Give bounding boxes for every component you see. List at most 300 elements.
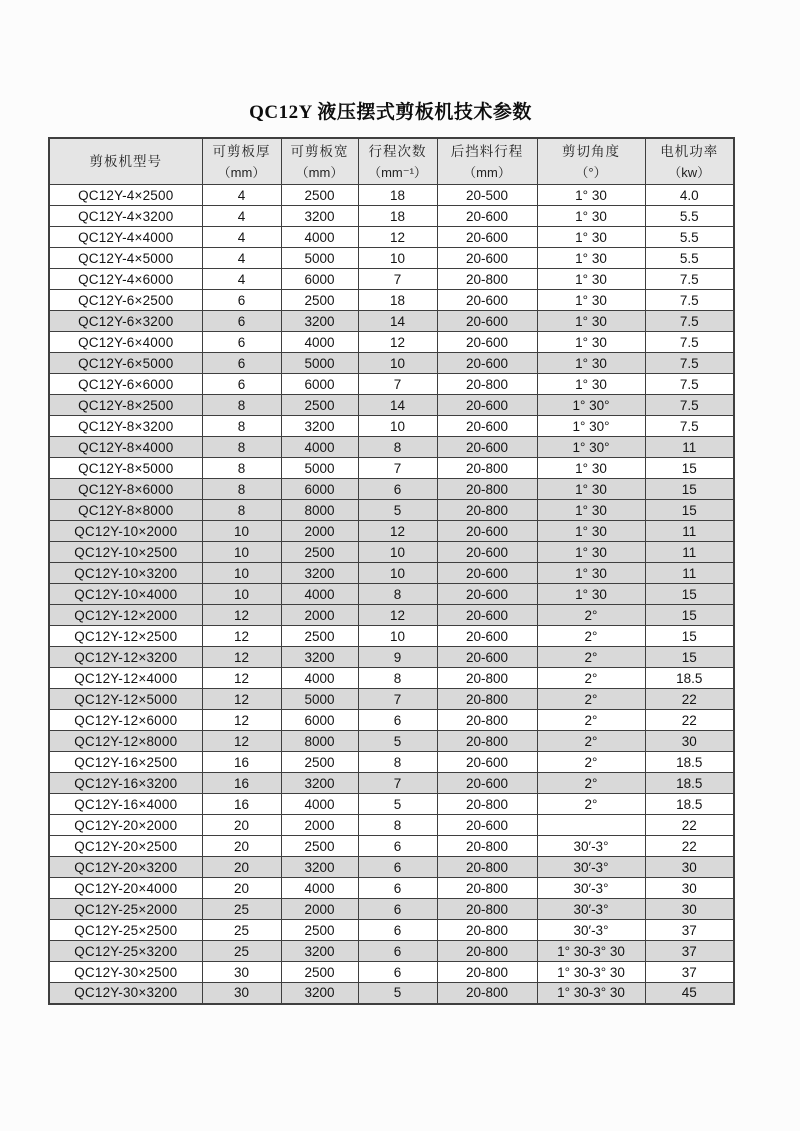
cell-model: QC12Y-6×6000 bbox=[49, 374, 202, 395]
table-row bbox=[49, 899, 734, 920]
cell-angle: 1° 30 bbox=[537, 290, 645, 311]
cell-power: 30 bbox=[645, 731, 734, 752]
cell-angle: 1° 30 bbox=[537, 563, 645, 584]
cell-power: 15 bbox=[645, 584, 734, 605]
cell-power: 18.5 bbox=[645, 794, 734, 815]
column-header-unit: （mm⁻¹） bbox=[368, 164, 427, 180]
table-row bbox=[49, 374, 734, 395]
cell-model: QC12Y-4×6000 bbox=[49, 269, 202, 290]
table-row bbox=[49, 836, 734, 857]
header-row bbox=[49, 138, 734, 185]
cell-width: 2500 bbox=[281, 542, 358, 563]
cell-thickness: 6 bbox=[202, 290, 281, 311]
cell-backgauge: 20-600 bbox=[437, 605, 537, 626]
cell-width: 3200 bbox=[281, 563, 358, 584]
cell-strokes: 12 bbox=[358, 521, 437, 542]
cell-power: 22 bbox=[645, 815, 734, 836]
cell-thickness: 8 bbox=[202, 437, 281, 458]
cell-thickness: 25 bbox=[202, 920, 281, 941]
cell-thickness: 12 bbox=[202, 731, 281, 752]
cell-model: QC12Y-6×5000 bbox=[49, 353, 202, 374]
column-header-1 bbox=[202, 138, 281, 185]
table-row bbox=[49, 752, 734, 773]
cell-angle: 1° 30° bbox=[537, 416, 645, 437]
cell-angle: 1° 30 bbox=[537, 542, 645, 563]
column-header-label: 可剪板宽 bbox=[290, 143, 349, 159]
cell-backgauge: 20-800 bbox=[437, 983, 537, 1004]
cell-power: 7.5 bbox=[645, 374, 734, 395]
cell-width: 3200 bbox=[281, 206, 358, 227]
cell-strokes: 10 bbox=[358, 353, 437, 374]
table-row bbox=[49, 878, 734, 899]
cell-thickness: 4 bbox=[202, 248, 281, 269]
cell-model: QC12Y-12×6000 bbox=[49, 710, 202, 731]
cell-strokes: 7 bbox=[358, 374, 437, 395]
cell-thickness: 16 bbox=[202, 794, 281, 815]
column-header-6 bbox=[645, 138, 734, 185]
cell-width: 5000 bbox=[281, 689, 358, 710]
cell-model: QC12Y-30×2500 bbox=[49, 962, 202, 983]
column-header-4 bbox=[437, 138, 537, 185]
cell-thickness: 6 bbox=[202, 374, 281, 395]
cell-backgauge: 20-600 bbox=[437, 290, 537, 311]
cell-angle: 1° 30° bbox=[537, 395, 645, 416]
cell-model: QC12Y-6×4000 bbox=[49, 332, 202, 353]
table-row bbox=[49, 962, 734, 983]
cell-backgauge: 20-800 bbox=[437, 500, 537, 521]
cell-thickness: 16 bbox=[202, 773, 281, 794]
column-header-label: 后挡料行程 bbox=[450, 143, 524, 159]
spec-table bbox=[48, 137, 735, 1005]
cell-thickness: 25 bbox=[202, 941, 281, 962]
column-header-unit: （°） bbox=[575, 164, 607, 180]
cell-model: QC12Y-30×3200 bbox=[49, 983, 202, 1004]
cell-power: 37 bbox=[645, 920, 734, 941]
cell-thickness: 8 bbox=[202, 395, 281, 416]
cell-power: 30 bbox=[645, 899, 734, 920]
column-header-label: 行程次数 bbox=[368, 143, 427, 159]
cell-width: 2500 bbox=[281, 920, 358, 941]
cell-power: 11 bbox=[645, 437, 734, 458]
cell-model: QC12Y-12×2000 bbox=[49, 605, 202, 626]
cell-angle: 1° 30-3° 30 bbox=[537, 983, 645, 1004]
column-header-3 bbox=[358, 138, 437, 185]
cell-strokes: 5 bbox=[358, 731, 437, 752]
cell-backgauge: 20-600 bbox=[437, 752, 537, 773]
cell-backgauge: 20-600 bbox=[437, 311, 537, 332]
table-row bbox=[49, 584, 734, 605]
cell-power: 7.5 bbox=[645, 290, 734, 311]
cell-width: 6000 bbox=[281, 710, 358, 731]
cell-width: 3200 bbox=[281, 857, 358, 878]
cell-strokes: 8 bbox=[358, 584, 437, 605]
cell-angle: 2° bbox=[537, 689, 645, 710]
cell-angle: 2° bbox=[537, 647, 645, 668]
table-row bbox=[49, 521, 734, 542]
cell-power: 37 bbox=[645, 962, 734, 983]
cell-thickness: 20 bbox=[202, 878, 281, 899]
cell-model: QC12Y-10×2000 bbox=[49, 521, 202, 542]
cell-power: 5.5 bbox=[645, 206, 734, 227]
cell-strokes: 7 bbox=[358, 689, 437, 710]
cell-width: 6000 bbox=[281, 269, 358, 290]
cell-thickness: 10 bbox=[202, 542, 281, 563]
cell-angle: 2° bbox=[537, 731, 645, 752]
cell-strokes: 8 bbox=[358, 437, 437, 458]
cell-thickness: 30 bbox=[202, 962, 281, 983]
cell-strokes: 7 bbox=[358, 773, 437, 794]
cell-thickness: 30 bbox=[202, 983, 281, 1004]
cell-model: QC12Y-25×2000 bbox=[49, 899, 202, 920]
cell-model: QC12Y-4×3200 bbox=[49, 206, 202, 227]
table-row bbox=[49, 731, 734, 752]
cell-power: 22 bbox=[645, 689, 734, 710]
cell-strokes: 8 bbox=[358, 668, 437, 689]
cell-power: 7.5 bbox=[645, 353, 734, 374]
cell-strokes: 8 bbox=[358, 752, 437, 773]
cell-strokes: 12 bbox=[358, 332, 437, 353]
cell-strokes: 5 bbox=[358, 500, 437, 521]
cell-power: 15 bbox=[645, 647, 734, 668]
cell-width: 4000 bbox=[281, 794, 358, 815]
table-row bbox=[49, 857, 734, 878]
cell-width: 2500 bbox=[281, 626, 358, 647]
cell-model: QC12Y-4×5000 bbox=[49, 248, 202, 269]
table-row bbox=[49, 815, 734, 836]
cell-power: 30 bbox=[645, 857, 734, 878]
cell-backgauge: 20-600 bbox=[437, 395, 537, 416]
cell-thickness: 4 bbox=[202, 185, 281, 206]
cell-angle: 2° bbox=[537, 668, 645, 689]
cell-power: 7.5 bbox=[645, 332, 734, 353]
cell-width: 2500 bbox=[281, 962, 358, 983]
cell-backgauge: 20-800 bbox=[437, 458, 537, 479]
cell-backgauge: 20-800 bbox=[437, 689, 537, 710]
table-row bbox=[49, 605, 734, 626]
cell-thickness: 8 bbox=[202, 500, 281, 521]
cell-width: 2000 bbox=[281, 605, 358, 626]
cell-strokes: 5 bbox=[358, 794, 437, 815]
cell-width: 2000 bbox=[281, 815, 358, 836]
cell-model: QC12Y-6×3200 bbox=[49, 311, 202, 332]
cell-width: 3200 bbox=[281, 416, 358, 437]
cell-angle: 1° 30-3° 30 bbox=[537, 941, 645, 962]
table-row bbox=[49, 311, 734, 332]
cell-strokes: 6 bbox=[358, 941, 437, 962]
table-row bbox=[49, 941, 734, 962]
cell-strokes: 12 bbox=[358, 227, 437, 248]
cell-strokes: 7 bbox=[358, 458, 437, 479]
cell-width: 3200 bbox=[281, 983, 358, 1004]
cell-angle: 2° bbox=[537, 605, 645, 626]
cell-power: 30 bbox=[645, 878, 734, 899]
cell-model: QC12Y-8×8000 bbox=[49, 500, 202, 521]
cell-width: 4000 bbox=[281, 584, 358, 605]
table-row bbox=[49, 353, 734, 374]
table-row bbox=[49, 773, 734, 794]
cell-model: QC12Y-16×4000 bbox=[49, 794, 202, 815]
cell-backgauge: 20-800 bbox=[437, 794, 537, 815]
cell-power: 18.5 bbox=[645, 752, 734, 773]
cell-strokes: 6 bbox=[358, 962, 437, 983]
cell-thickness: 4 bbox=[202, 227, 281, 248]
cell-thickness: 6 bbox=[202, 332, 281, 353]
cell-angle: 1° 30 bbox=[537, 269, 645, 290]
cell-width: 5000 bbox=[281, 248, 358, 269]
cell-model: QC12Y-20×2500 bbox=[49, 836, 202, 857]
cell-power: 7.5 bbox=[645, 395, 734, 416]
cell-width: 2000 bbox=[281, 899, 358, 920]
cell-model: QC12Y-8×5000 bbox=[49, 458, 202, 479]
cell-thickness: 8 bbox=[202, 458, 281, 479]
column-header-unit: （kw） bbox=[668, 164, 711, 180]
cell-backgauge: 20-800 bbox=[437, 857, 537, 878]
cell-strokes: 6 bbox=[358, 857, 437, 878]
cell-power: 7.5 bbox=[645, 311, 734, 332]
column-header-label: 剪板机型号 bbox=[89, 154, 162, 169]
table-row bbox=[49, 626, 734, 647]
cell-model: QC12Y-8×3200 bbox=[49, 416, 202, 437]
column-header-5 bbox=[537, 138, 645, 185]
cell-strokes: 10 bbox=[358, 542, 437, 563]
cell-model: QC12Y-16×2500 bbox=[49, 752, 202, 773]
cell-power: 4.0 bbox=[645, 185, 734, 206]
page-title: QC12Y 液压摆式剪板机技术参数 bbox=[249, 102, 532, 123]
cell-angle: 1° 30 bbox=[537, 584, 645, 605]
cell-thickness: 4 bbox=[202, 269, 281, 290]
cell-angle: 30′-3° bbox=[537, 899, 645, 920]
cell-power: 18.5 bbox=[645, 668, 734, 689]
cell-thickness: 10 bbox=[202, 584, 281, 605]
cell-model: QC12Y-4×4000 bbox=[49, 227, 202, 248]
cell-thickness: 20 bbox=[202, 836, 281, 857]
cell-angle: 1° 30-3° 30 bbox=[537, 962, 645, 983]
cell-width: 2500 bbox=[281, 836, 358, 857]
cell-power: 15 bbox=[645, 458, 734, 479]
cell-model: QC12Y-10×3200 bbox=[49, 563, 202, 584]
table-row bbox=[49, 983, 734, 1004]
cell-power: 11 bbox=[645, 521, 734, 542]
cell-power: 15 bbox=[645, 479, 734, 500]
cell-strokes: 14 bbox=[358, 311, 437, 332]
cell-thickness: 12 bbox=[202, 647, 281, 668]
cell-backgauge: 20-600 bbox=[437, 332, 537, 353]
cell-thickness: 8 bbox=[202, 416, 281, 437]
cell-model: QC12Y-20×4000 bbox=[49, 878, 202, 899]
cell-angle: 1° 30 bbox=[537, 521, 645, 542]
cell-model: QC12Y-12×4000 bbox=[49, 668, 202, 689]
table-body bbox=[49, 185, 734, 1004]
spec-table-header bbox=[49, 138, 734, 185]
cell-strokes: 12 bbox=[358, 605, 437, 626]
cell-strokes: 18 bbox=[358, 185, 437, 206]
cell-power: 7.5 bbox=[645, 269, 734, 290]
cell-width: 2000 bbox=[281, 521, 358, 542]
cell-angle: 1° 30 bbox=[537, 332, 645, 353]
table-row bbox=[49, 458, 734, 479]
cell-power: 7.5 bbox=[645, 416, 734, 437]
cell-backgauge: 20-800 bbox=[437, 269, 537, 290]
table-row bbox=[49, 647, 734, 668]
cell-width: 2500 bbox=[281, 185, 358, 206]
cell-model: QC12Y-10×2500 bbox=[49, 542, 202, 563]
cell-backgauge: 20-500 bbox=[437, 185, 537, 206]
cell-angle: 2° bbox=[537, 794, 645, 815]
cell-thickness: 10 bbox=[202, 563, 281, 584]
cell-angle: 1° 30 bbox=[537, 353, 645, 374]
cell-backgauge: 20-600 bbox=[437, 416, 537, 437]
cell-backgauge: 20-600 bbox=[437, 542, 537, 563]
cell-width: 6000 bbox=[281, 479, 358, 500]
cell-width: 8000 bbox=[281, 731, 358, 752]
table-row bbox=[49, 794, 734, 815]
cell-model: QC12Y-8×4000 bbox=[49, 437, 202, 458]
cell-backgauge: 20-600 bbox=[437, 248, 537, 269]
cell-angle: 2° bbox=[537, 752, 645, 773]
cell-model: QC12Y-12×5000 bbox=[49, 689, 202, 710]
cell-width: 3200 bbox=[281, 311, 358, 332]
cell-power: 15 bbox=[645, 626, 734, 647]
cell-angle: 30′-3° bbox=[537, 857, 645, 878]
cell-width: 2500 bbox=[281, 395, 358, 416]
cell-thickness: 20 bbox=[202, 815, 281, 836]
cell-width: 6000 bbox=[281, 374, 358, 395]
cell-model: QC12Y-16×3200 bbox=[49, 773, 202, 794]
cell-angle: 30′-3° bbox=[537, 836, 645, 857]
cell-model: QC12Y-10×4000 bbox=[49, 584, 202, 605]
cell-width: 5000 bbox=[281, 353, 358, 374]
cell-backgauge: 20-600 bbox=[437, 437, 537, 458]
cell-model: QC12Y-25×3200 bbox=[49, 941, 202, 962]
cell-thickness: 12 bbox=[202, 689, 281, 710]
column-header-label: 可剪板厚 bbox=[212, 143, 271, 159]
cell-strokes: 6 bbox=[358, 836, 437, 857]
cell-backgauge: 20-800 bbox=[437, 878, 537, 899]
cell-power: 15 bbox=[645, 500, 734, 521]
cell-model: QC12Y-8×6000 bbox=[49, 479, 202, 500]
cell-backgauge: 20-600 bbox=[437, 563, 537, 584]
cell-backgauge: 20-600 bbox=[437, 815, 537, 836]
cell-width: 4000 bbox=[281, 878, 358, 899]
cell-model: QC12Y-12×3200 bbox=[49, 647, 202, 668]
cell-strokes: 10 bbox=[358, 563, 437, 584]
table-row bbox=[49, 542, 734, 563]
cell-width: 4000 bbox=[281, 437, 358, 458]
cell-strokes: 7 bbox=[358, 269, 437, 290]
table-row bbox=[49, 437, 734, 458]
cell-strokes: 9 bbox=[358, 647, 437, 668]
cell-backgauge: 20-800 bbox=[437, 374, 537, 395]
table-row bbox=[49, 227, 734, 248]
cell-backgauge: 20-800 bbox=[437, 899, 537, 920]
cell-backgauge: 20-600 bbox=[437, 353, 537, 374]
cell-backgauge: 20-800 bbox=[437, 479, 537, 500]
cell-width: 3200 bbox=[281, 941, 358, 962]
cell-thickness: 12 bbox=[202, 605, 281, 626]
table-row bbox=[49, 710, 734, 731]
cell-angle: 1° 30 bbox=[537, 458, 645, 479]
cell-backgauge: 20-600 bbox=[437, 227, 537, 248]
cell-angle: 1° 30 bbox=[537, 311, 645, 332]
cell-backgauge: 20-800 bbox=[437, 836, 537, 857]
table-row bbox=[49, 332, 734, 353]
cell-thickness: 6 bbox=[202, 311, 281, 332]
cell-thickness: 12 bbox=[202, 668, 281, 689]
cell-model: QC12Y-6×2500 bbox=[49, 290, 202, 311]
cell-strokes: 8 bbox=[358, 815, 437, 836]
cell-backgauge: 20-800 bbox=[437, 731, 537, 752]
cell-width: 4000 bbox=[281, 227, 358, 248]
cell-model: QC12Y-8×2500 bbox=[49, 395, 202, 416]
cell-angle: 1° 30° bbox=[537, 437, 645, 458]
cell-strokes: 10 bbox=[358, 248, 437, 269]
cell-backgauge: 20-800 bbox=[437, 962, 537, 983]
table-row bbox=[49, 185, 734, 206]
cell-angle: 2° bbox=[537, 710, 645, 731]
cell-width: 2500 bbox=[281, 752, 358, 773]
cell-angle: 1° 30 bbox=[537, 206, 645, 227]
cell-backgauge: 20-600 bbox=[437, 206, 537, 227]
cell-model: QC12Y-12×8000 bbox=[49, 731, 202, 752]
cell-width: 3200 bbox=[281, 647, 358, 668]
cell-strokes: 6 bbox=[358, 710, 437, 731]
cell-angle: 1° 30 bbox=[537, 500, 645, 521]
cell-backgauge: 20-600 bbox=[437, 521, 537, 542]
cell-strokes: 6 bbox=[358, 920, 437, 941]
cell-thickness: 25 bbox=[202, 899, 281, 920]
table-row bbox=[49, 668, 734, 689]
cell-power: 11 bbox=[645, 563, 734, 584]
cell-angle: 30′-3° bbox=[537, 878, 645, 899]
cell-strokes: 6 bbox=[358, 878, 437, 899]
cell-angle bbox=[537, 815, 645, 836]
cell-strokes: 14 bbox=[358, 395, 437, 416]
cell-power: 11 bbox=[645, 542, 734, 563]
cell-model: QC12Y-20×2000 bbox=[49, 815, 202, 836]
table-row bbox=[49, 206, 734, 227]
cell-angle: 30′-3° bbox=[537, 920, 645, 941]
table-row bbox=[49, 500, 734, 521]
cell-angle: 1° 30 bbox=[537, 227, 645, 248]
table-row bbox=[49, 920, 734, 941]
cell-power: 22 bbox=[645, 710, 734, 731]
cell-power: 18.5 bbox=[645, 773, 734, 794]
cell-angle: 1° 30 bbox=[537, 374, 645, 395]
column-header-unit: （mm） bbox=[463, 164, 511, 180]
cell-width: 3200 bbox=[281, 773, 358, 794]
cell-thickness: 4 bbox=[202, 206, 281, 227]
cell-width: 8000 bbox=[281, 500, 358, 521]
cell-angle: 1° 30 bbox=[537, 185, 645, 206]
column-header-0 bbox=[49, 138, 202, 185]
cell-power: 5.5 bbox=[645, 227, 734, 248]
cell-backgauge: 20-800 bbox=[437, 920, 537, 941]
table-row bbox=[49, 416, 734, 437]
cell-backgauge: 20-600 bbox=[437, 626, 537, 647]
cell-model: QC12Y-20×3200 bbox=[49, 857, 202, 878]
cell-strokes: 6 bbox=[358, 899, 437, 920]
cell-thickness: 12 bbox=[202, 710, 281, 731]
cell-strokes: 10 bbox=[358, 416, 437, 437]
cell-strokes: 6 bbox=[358, 479, 437, 500]
column-header-2 bbox=[281, 138, 358, 185]
cell-thickness: 12 bbox=[202, 626, 281, 647]
cell-power: 45 bbox=[645, 983, 734, 1004]
cell-width: 4000 bbox=[281, 668, 358, 689]
cell-angle: 2° bbox=[537, 773, 645, 794]
cell-width: 4000 bbox=[281, 332, 358, 353]
cell-angle: 1° 30 bbox=[537, 479, 645, 500]
